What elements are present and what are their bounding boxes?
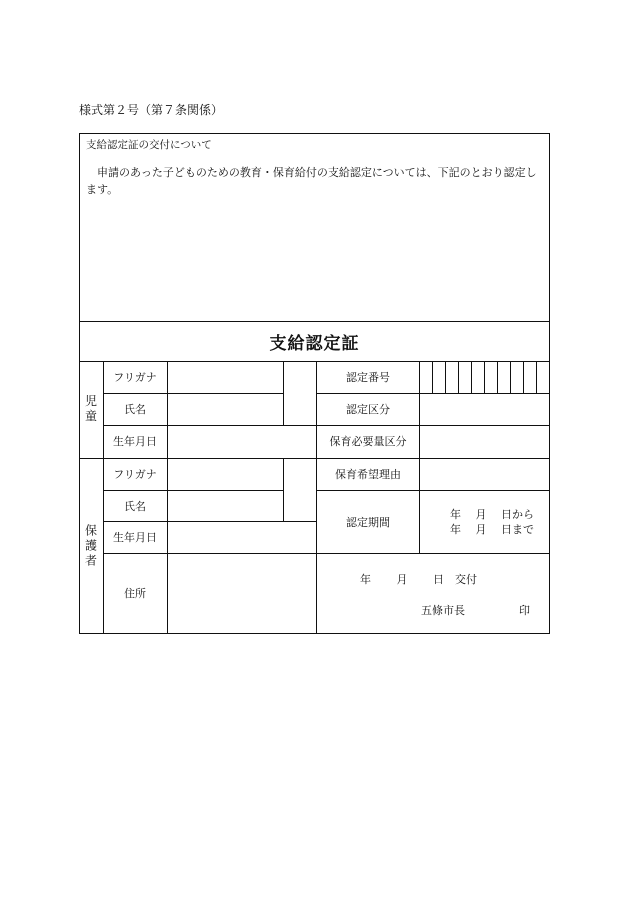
cert-period-from: 年 月 日から bbox=[450, 508, 534, 521]
form-code: 様式第２号（第７条関係） bbox=[79, 103, 224, 117]
cert-period-to: 年 月 日まで bbox=[450, 523, 534, 536]
guardian-section-label: 保護者 bbox=[84, 523, 97, 568]
cert-period-label: 認定期間 bbox=[346, 516, 390, 529]
guardian-birthdate-label: 生年月日 bbox=[113, 531, 157, 544]
cert-number-label: 認定番号 bbox=[346, 371, 390, 384]
child-birthdate-label: 生年月日 bbox=[113, 435, 157, 448]
guardian-address-label: 住所 bbox=[124, 587, 146, 600]
cert-category-label: 認定区分 bbox=[346, 403, 390, 416]
issuer-name: 五條市長 bbox=[421, 604, 465, 617]
child-name-label: 氏名 bbox=[124, 403, 146, 416]
grid-outer-border bbox=[80, 362, 550, 634]
guardian-name-label: 氏名 bbox=[124, 500, 146, 513]
seal-mark: 印 bbox=[519, 604, 530, 617]
care-amount-category-label: 保育必要量区分 bbox=[329, 435, 407, 448]
issue-date: 年 月 日 交付 bbox=[360, 573, 477, 586]
notice-body: 申請のあった子どものための教育・保育給付の支給認定については、下記のとおり認定します。 bbox=[86, 166, 537, 196]
child-section-label: 児童 bbox=[84, 394, 97, 423]
care-reason-label: 保育希望理由 bbox=[335, 468, 401, 481]
guardian-furigana-label: フリガナ bbox=[113, 468, 157, 481]
number-digit-boxes bbox=[433, 361, 537, 393]
child-furigana-label: フリガナ bbox=[113, 371, 157, 384]
notice-heading: 支給認定証の交付について bbox=[86, 139, 212, 151]
certificate-title: 支給認定証 bbox=[269, 334, 360, 354]
